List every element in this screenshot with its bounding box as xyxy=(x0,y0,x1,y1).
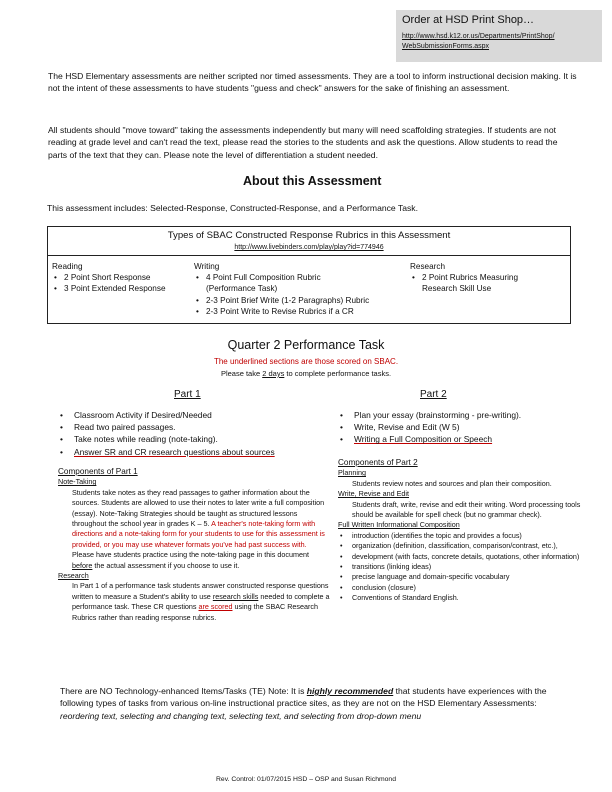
full-composition-item: • introduction (identifies the topic and provides a focus) xyxy=(338,531,588,541)
q2-heading: Quarter 2 Performance Task xyxy=(227,338,385,352)
full-composition-item: • conclusion (closure) xyxy=(338,583,588,593)
note-mid: that students have experiences with the following types of tasks from various on-line instructional practice sites, as they are not on the HSD Elementary Assessments: xyxy=(60,686,547,709)
full-composition-item: • development (with facts, concrete details, quotations, other information) xyxy=(338,552,588,562)
research-label: Research xyxy=(58,571,89,581)
rubric-research-heading: Research xyxy=(410,262,446,271)
research-text xyxy=(58,581,330,623)
q2-days-value: 2 days xyxy=(262,369,285,378)
note-taking-text xyxy=(58,488,330,571)
research-skills: research skills xyxy=(212,591,259,601)
rubric-research-column xyxy=(410,261,560,295)
research-text-2: needed to complete a performance task. These CR questions xyxy=(72,591,330,612)
q2-days-pre: Please take xyxy=(220,369,263,378)
footer: Rev. Control: 01/07/2015 HSD – OSP and Susan Richmond xyxy=(216,776,396,783)
full-composition-item: • Conventions of Standard English. xyxy=(338,593,588,603)
print-shop-title: Order at HSD Print Shop… xyxy=(402,14,535,26)
full-composition-item: • organization (definition, classification, comparison/contrast, etc.), xyxy=(338,541,588,551)
rubric-writing-column xyxy=(194,261,414,317)
rubric-writing-item: (Performance Task) xyxy=(206,284,278,294)
full-composition-item: • precise language and domain-specific vocabulary xyxy=(338,572,588,582)
part1-components-heading: Components of Part 1 xyxy=(58,467,138,476)
part2-components xyxy=(338,458,588,604)
assessment-includes: This assessment includes: Selected-Response, Constructed-Response, and a Performance Task. xyxy=(47,203,418,213)
note-taking-before: before xyxy=(72,560,93,570)
part1-components xyxy=(58,467,330,623)
full-composition-label: Full Written Informational Composition xyxy=(338,520,460,530)
planning-text: Students review notes and sources and plan their composition. xyxy=(352,478,552,488)
rubric-research-item: Research Skill Use xyxy=(422,284,492,294)
research-scored: are scored xyxy=(198,602,233,612)
rubric-reading-column xyxy=(52,261,212,295)
part2-item: • Writing a Full Composition or Speech xyxy=(340,433,590,445)
part2-heading: Part 2 xyxy=(420,389,447,400)
part2-components-heading: Components of Part 2 xyxy=(338,458,418,467)
wre-label: Write, Revise and Edit xyxy=(338,489,409,499)
part1-list xyxy=(60,409,340,458)
rubric-table xyxy=(47,226,571,324)
part1-item: • Answer SR and CR research questions about sources xyxy=(60,446,340,458)
part2-item: • Write, Revise and Edit (W 5) xyxy=(340,421,590,433)
q2-subheading: The underlined sections are those scored on SBAC. xyxy=(213,357,399,366)
rubric-writing-item: • 2-3 Point Write to Revise Rubrics if a CR xyxy=(206,306,414,317)
note-pre: There are NO Technology-enhanced Items/Tasks (TE) Note: It is xyxy=(60,686,307,696)
rubric-title: Types of SBAC Constructed Response Rubrics in this Assessment xyxy=(167,230,451,241)
part1-item: • Read two paired passages. xyxy=(60,421,340,433)
note-emphasis: highly recommended xyxy=(306,686,394,696)
rubric-writing-item: • 4 Point Full Composition Rubric xyxy=(206,272,414,283)
q2-days-post: to complete performance tasks. xyxy=(284,369,392,378)
intro-paragraph-1: The HSD Elementary assessments are neither scripted nor timed assessments. They are a tool to inform instructional decision making. It is not the intent of these assessments to have students "guess and check" answers for the sake of finishing an assessment. xyxy=(48,71,577,94)
note-taking-text-2a: Please have students practice using the note-taking page in this document xyxy=(72,550,309,560)
rubric-writing-item: • 2-3 Point Brief Write (1-2 Paragraphs) Rubric xyxy=(206,295,414,306)
note-italic: reordering text, selecting and changing text, selecting text, and selecting from drop-down menu xyxy=(60,710,422,721)
part1-item: • Classroom Activity if Desired/Needed xyxy=(60,409,340,421)
rubric-reading-item: • 3 Point Extended Response xyxy=(64,283,212,294)
note-taking-text-2b: the actual assessment if you choose to use it. xyxy=(94,560,240,570)
print-shop-link[interactable] xyxy=(402,32,596,52)
full-composition-list xyxy=(338,531,588,604)
part2-item: • Plan your essay (brainstorming - pre-writing). xyxy=(340,409,590,421)
print-shop-box xyxy=(396,10,602,62)
rubric-reading-heading: Reading xyxy=(52,262,83,271)
wre-text: Students draft, write, revise and edit their writing. Word processing tools should be available for spell check (but no grammar check). xyxy=(352,499,581,520)
rubric-reading-item: • 2 Point Short Response xyxy=(64,272,212,283)
note-taking-red-text: A teacher's note-taking form with directions and a note-taking form for your students to use for this assessment is provided, or you may use whatever formats you've had past success with. xyxy=(72,519,325,549)
rubric-research-item: • 2 Point Rubrics Measuring xyxy=(422,272,560,283)
full-composition-item: • transitions (linking ideas) xyxy=(338,562,588,572)
part1-heading: Part 1 xyxy=(174,389,201,400)
part2-list xyxy=(340,409,590,446)
technology-note xyxy=(60,685,560,722)
rubric-divider xyxy=(48,255,570,256)
planning-label: Planning xyxy=(338,468,366,478)
rubric-link[interactable]: http://www.livebinders.com/play/play?id=774946 xyxy=(234,244,384,251)
rubric-writing-heading: Writing xyxy=(194,262,220,271)
q2-days-note xyxy=(0,369,612,378)
print-shop-link-line2: WebSubmissionForms.aspx xyxy=(402,43,490,50)
research-text-3: using the SBAC Research Rubrics rather than reading response rubrics. xyxy=(72,602,318,622)
note-taking-label: Note-Taking xyxy=(58,477,97,487)
research-text-1: In Part 1 of a performance task students answer constructed response questions written to measure a Student's ability to use xyxy=(72,581,329,601)
about-heading: About this Assessment xyxy=(243,174,382,188)
intro-paragraph-2: All students should "move toward" taking the assessments independently but many will need scaffolding strategies. If students are not reading at grade level and can't read the text, please read the stories to the students and ask the questions. Allow students to read the parts of the text that they can. Please note the level of differentiation a student needed. xyxy=(48,125,558,160)
note-taking-text-1: Students take notes as they read passages to gather information about the sources. Students are allowed to use their notes to later write a full composition (essay). Note-Taking Strategies should be taught as structured lessons throughout the school year in grades K – 5. xyxy=(72,487,325,529)
part1-item: • Take notes while reading (note-taking). xyxy=(60,433,340,445)
print-shop-link-line1: http://www.hsd.k12.or.us/Departments/PrintShop/ xyxy=(402,33,555,40)
